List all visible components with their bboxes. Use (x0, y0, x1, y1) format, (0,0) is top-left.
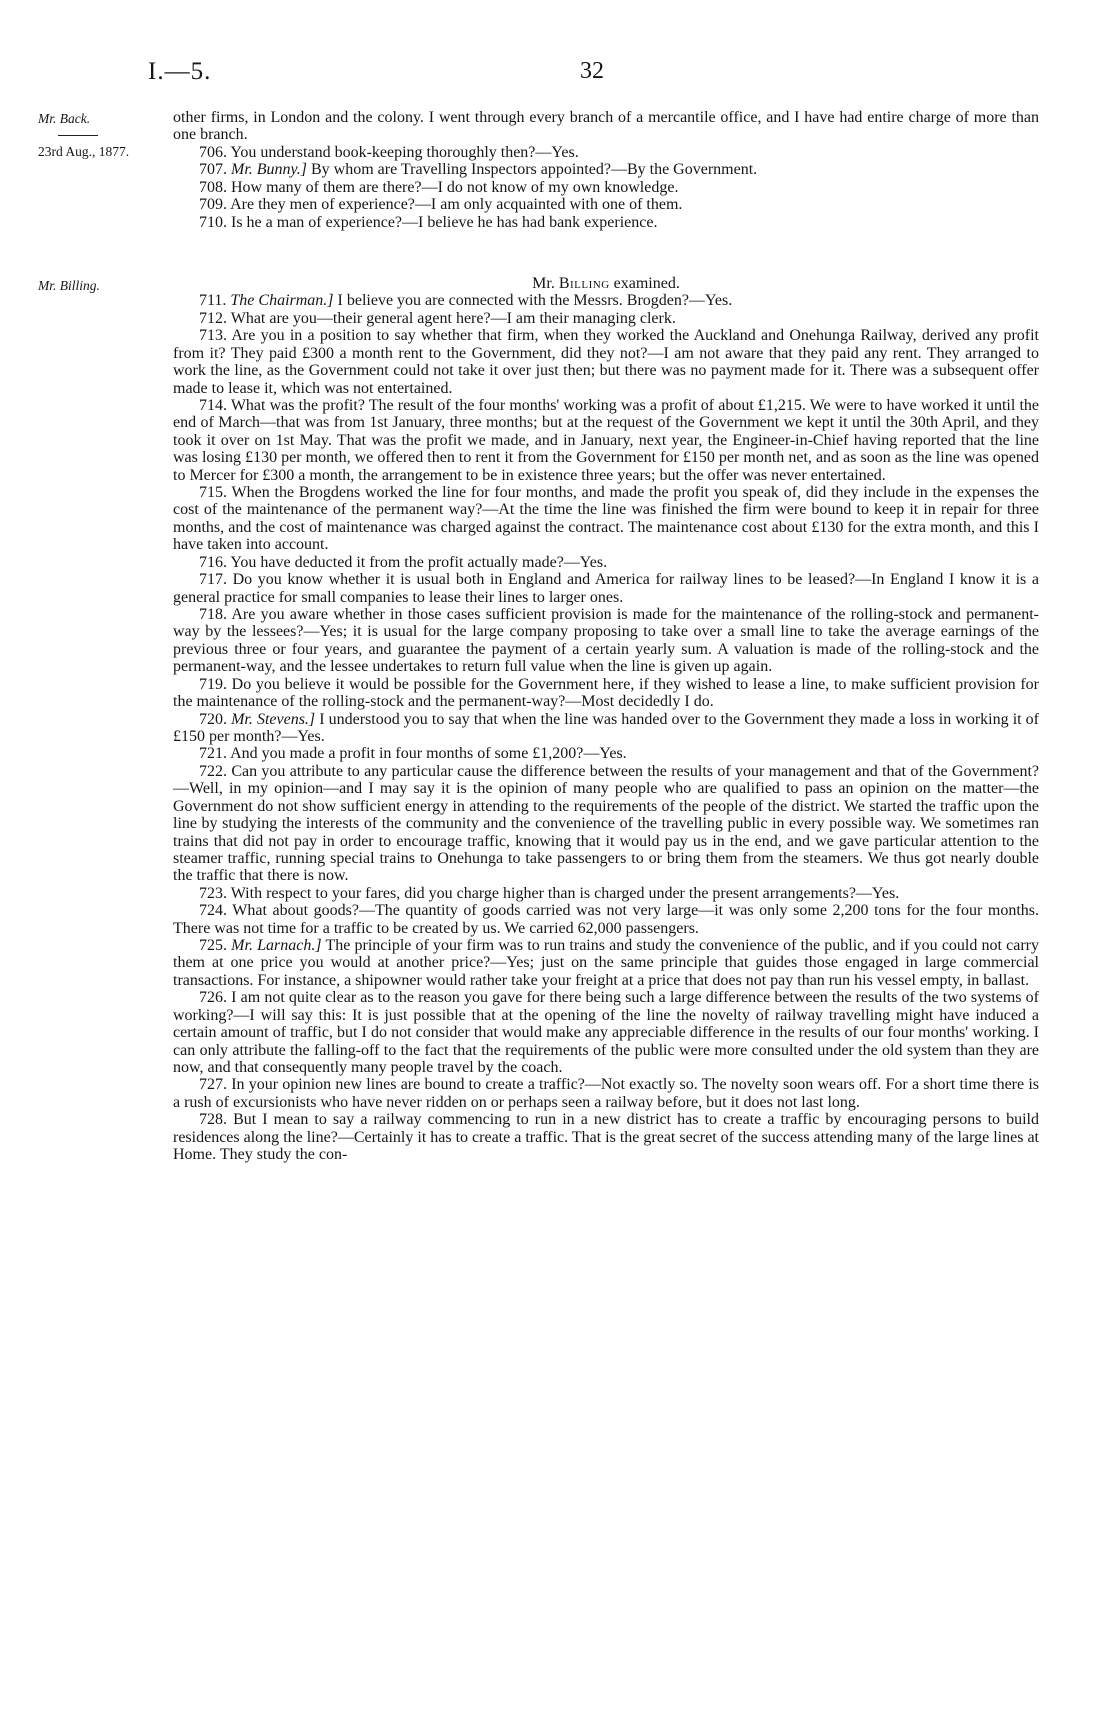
margin-note-witness-billing (38, 277, 163, 294)
question-719: 719. Do you believe it would be possible for the Government here, if they wished to lease a line, to make sufficient provision for the maintenance of the rolling-stock and the permanent-way?—Most decidedly I do. (173, 675, 1039, 711)
question-724: 724. What about goods?—The quantity of goods carried was not very large—it was only some 2,200 tons for the four months. There was not time for a traffic to be created by us. We carried 62,000 passengers. (173, 902, 1039, 937)
question-726: 726. I am not quite clear as to the reason you gave for there being such a large difference between the results of the two systems of working?—I will say this: It is just possible that at the opening of the line the novelty of railway travelling might have induced a certain amount of traffic, but I do not consider that would make any appreciable difference in the results of our four months' working. I can only attribute the falling-off to the fact that the requirements of the public were more consulted under the old system than they are now, and that consequently many people travel by the coach. (173, 989, 1039, 1076)
page-header (0, 58, 1114, 88)
question-715: 715. When the Brogdens worked the line for four months, and made the profit you speak of, did they include in the expenses the cost of the maintenance of the permanent way?—At the time the line was finished the firm were bound to keep it in repair for three months, and the cost of maintenance was charged against the contract. The maintenance cost about £130 for the extra month, and this I have taken into account. (173, 484, 1039, 554)
question-721: 721. And you made a profit in four months of some £1,200?—Yes. (199, 745, 627, 763)
heading-prefix: Mr. (532, 275, 555, 292)
question-722: 722. Can you attribute to any particular cause the difference between the results of your management and that of the Government?—Well, in my opinion—and I may say it is the opinion of many people who are qualified to pass an opinion on the matter—the Government do not show sufficient energy in attending to the requirements of the people of the district. We started the traffic upon the line by studying the interests of the community and the convenience of the travelling public in every possible way. We sometimes ran trains that did not pay in order to encourage traffic, knowing that it would pay us in the end, and we gave particular attention to the steamer traffic, running special trains to Onehunga to take passengers to or bring them from the steamers. We thus got nearly double the traffic that there is now. (173, 762, 1039, 885)
question-725 (173, 937, 1039, 989)
question-728: 728. But I mean to say a railway commencing to run in a new district has to create a traffic by encouraging persons to build residences along the line?—Certainly it has to create a traffic. That is the great secret of the success attending many of the large lines at Home. They study the con- (173, 1111, 1039, 1164)
question-717: 717. Do you know whether it is usual both in England and America for railway lines to be leased?—In England I know it is a general practice for small companies to lease their lines to larger ones. (173, 571, 1039, 606)
section-billing-evidence (173, 275, 1039, 1164)
speaker: Mr. Stevens.] (231, 710, 316, 728)
speaker: The Chairman.] (230, 292, 334, 310)
question-709: 709. Are they men of experience?—I am only acquainted with one of them. (199, 196, 683, 214)
question-number: 707. (199, 161, 227, 179)
margin-date: 23rd Aug., 1877. (38, 144, 130, 159)
question-number: 720. (199, 710, 227, 728)
question-714: 714. What was the profit? The result of the four months' working was a profit of about £1,215. We were to have worked it until the end of March—that was from 1st January, three months; but at the request of the Government we kept it until the 30th April, and they took it over on 1st May. That was the profit we made, and in January, next year, the Engineer-in-Chief having reported that the line was losing £130 per month, we offered then to rent it from the Government for £150 per month net, and as soon as the line was opened to Mercer for £300 a month, the arrangement to be in existence three years; but the offer was never entertained. (173, 396, 1039, 484)
question-720 (173, 711, 1039, 746)
question-711 (173, 292, 1039, 309)
paragraph: other firms, in London and the colony. I went through every branch of a mercantile office, and I have had entire charge of more than one branch. (173, 109, 1039, 144)
question-number: 711. (199, 292, 227, 310)
question-718: 718. Are you aware whether in those cases sufficient provision is made for the maintenance of the rolling-stock and permanent-way by the lessees?—Yes; it is usual for the large company proposing to take over a small line to take the average earnings of the previous three or four years, and guarantee the payment of a certain yearly sum. A valuation is made of the rolling-stock and the permanent-way, and the lessee undertakes to return full value when the line is given up again. (173, 606, 1039, 676)
section-heading (173, 275, 1039, 292)
heading-suffix: examined. (613, 275, 680, 292)
question-710: 710. Is he a man of experience?—I believe he has had bank experience. (199, 213, 658, 231)
question-727: 727. In your opinion new lines are bound to create a traffic?—Not exactly so. The novelty soon wears off. For a short time there is a rush of excursionists who have never ridden on or perhaps seen a railway before, but it does not last long. (173, 1076, 1039, 1111)
document-reference: I.—5. (148, 58, 212, 85)
question-number: 725. (199, 937, 227, 955)
speaker: Mr. Larnach.] (231, 937, 322, 955)
question-text: By whom are Travelling Inspectors appointed?—By the Government. (311, 161, 758, 179)
margin-witness-name: Mr. Billing. (38, 278, 100, 293)
margin-note-witness-back (38, 110, 163, 160)
question-723: 723. With respect to your fares, did you charge higher than is charged under the present arrangements?—Yes. (199, 884, 900, 902)
speaker: Mr. Bunny.] (231, 161, 307, 179)
question-text: I believe you are connected with the Messrs. Brogden?—Yes. (337, 292, 733, 310)
question-716: 716. You have deducted it from the profit actually made?—Yes. (199, 553, 608, 571)
question-712: 712. What are you—their general agent here?—I am their managing clerk. (199, 309, 676, 327)
question-706: 706. You understand book-keeping thoroughly then?—Yes. (199, 143, 579, 161)
section-back-evidence (173, 109, 1039, 231)
question-text: The principle of your firm was to run trains and study the convenience of the public, and if you could not carry them at one price you would at another price?—Yes; just on the same principle that guides those engaged in large commercial transactions. For instance, a shipowner would rather take your freight at a price that does not pay than run his vessel empty, in ballast. (173, 937, 1040, 989)
question-708: 708. How many of them are there?—I do not know of my own knowledge. (199, 178, 679, 196)
margin-divider (58, 135, 98, 136)
question-707 (173, 161, 1039, 178)
page-number: 32 (580, 58, 604, 84)
witness-name: Billing (558, 275, 610, 292)
question-text: I understood you to say that when the line was handed over to the Government they made a loss in working it of £150 per month?—Yes. (173, 710, 1039, 745)
margin-witness-name: Mr. Back. (38, 111, 91, 126)
question-713: 713. Are you in a position to say whether that firm, when they worked the Auckland and Onehunga Railway, derived any profit from it? They paid £300 a month rent to the Government, did they not?—I am not aware that they paid any rent. They arranged to work the line, as the Government could not take it over just then; but there was no payment made for it. There was a subsequent offer made to lease it, which was not entertained. (173, 327, 1039, 397)
